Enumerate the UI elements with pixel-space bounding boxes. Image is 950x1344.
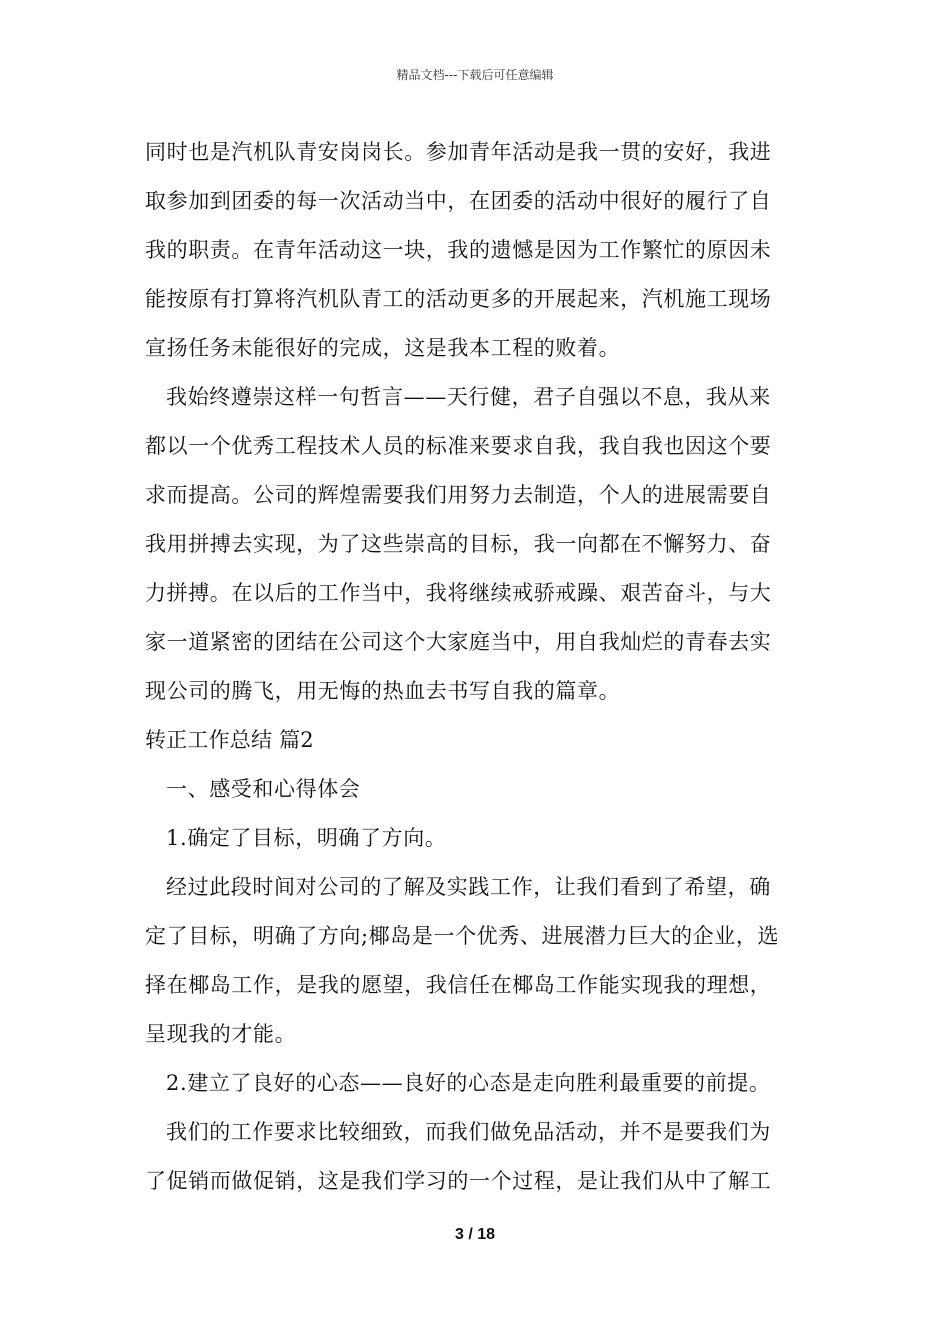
paragraph-line: 我用拼搏去实现，为了这些崇高的目标，我一向都在不懈努力、奋: [145, 532, 772, 556]
paragraph-line: 我们的工作要求比较细致，而我们做免品活动，并不是要我们为: [166, 1120, 771, 1144]
paragraph-line: 求而提高。公司的辉煌需要我们用努力去制造，个人的进展需要自: [145, 483, 772, 507]
document-body: [145, 128, 807, 1206]
paragraph-line: 取参加到团委的每一次活动当中，在团委的活动中很好的履行了自: [145, 189, 772, 213]
page-number: 3 / 18: [454, 1226, 496, 1243]
paragraph-line: 宣扬任务未能很好的完成，这是我本工程的败着。: [145, 336, 621, 360]
subsection-heading: 一、感受和心得体会: [166, 777, 361, 801]
paragraph-line: 力拼搏。在以后的工作当中，我将继续戒骄戒躁、艰苦奋斗，与大: [145, 581, 772, 605]
paragraph-line: 能按原有打算将汽机队青工的活动更多的开展起来，汽机施工现场: [145, 287, 772, 311]
page-header: 精品文档---下载后可任意编辑: [396, 68, 554, 82]
paragraph-line: 我的职责。在青年活动这一块，我的遗憾是因为工作繁忙的原因未: [145, 238, 772, 262]
paragraph-line: 都以一个优秀工程技术人员的标准来要求自我，我自我也因这个要: [145, 434, 772, 458]
numbered-point: 2.建立了良好的心态——良好的心态是走向胜利最重要的前提。: [166, 1071, 771, 1095]
paragraph-line: 现公司的腾飞，用无悔的热血去书写自我的篇章。: [145, 679, 621, 703]
paragraph-line: 定了目标，明确了方向;椰岛是一个优秀、进展潜力巨大的企业，选: [145, 924, 780, 948]
paragraph-line: 经过此段时间对公司的了解及实践工作，让我们看到了希望，确: [166, 875, 771, 899]
paragraph-line: 择在椰岛工作，是我的愿望，我信任在椰岛工作能实现我的理想，: [145, 973, 772, 997]
paragraph-line: 呈现我的才能。: [145, 1022, 297, 1046]
paragraph-line: 同时也是汽机队青安岗岗长。参加青年活动是我一贯的安好，我进: [145, 140, 772, 164]
numbered-point: 1.确定了目标，明确了方向。: [166, 826, 447, 850]
paragraph-line: 家一道紧密的团结在公司这个大家庭当中，用自我灿烂的青春去实: [145, 630, 772, 654]
paragraph-line: 我始终遵崇这样一句哲言——天行健，君子自强以不息，我从来: [166, 385, 771, 409]
paragraph-line: 了促销而做促销，这是我们学习的一个过程，是让我们从中了解工: [145, 1169, 772, 1193]
section-title: 转正工作总结 篇2: [145, 728, 314, 752]
